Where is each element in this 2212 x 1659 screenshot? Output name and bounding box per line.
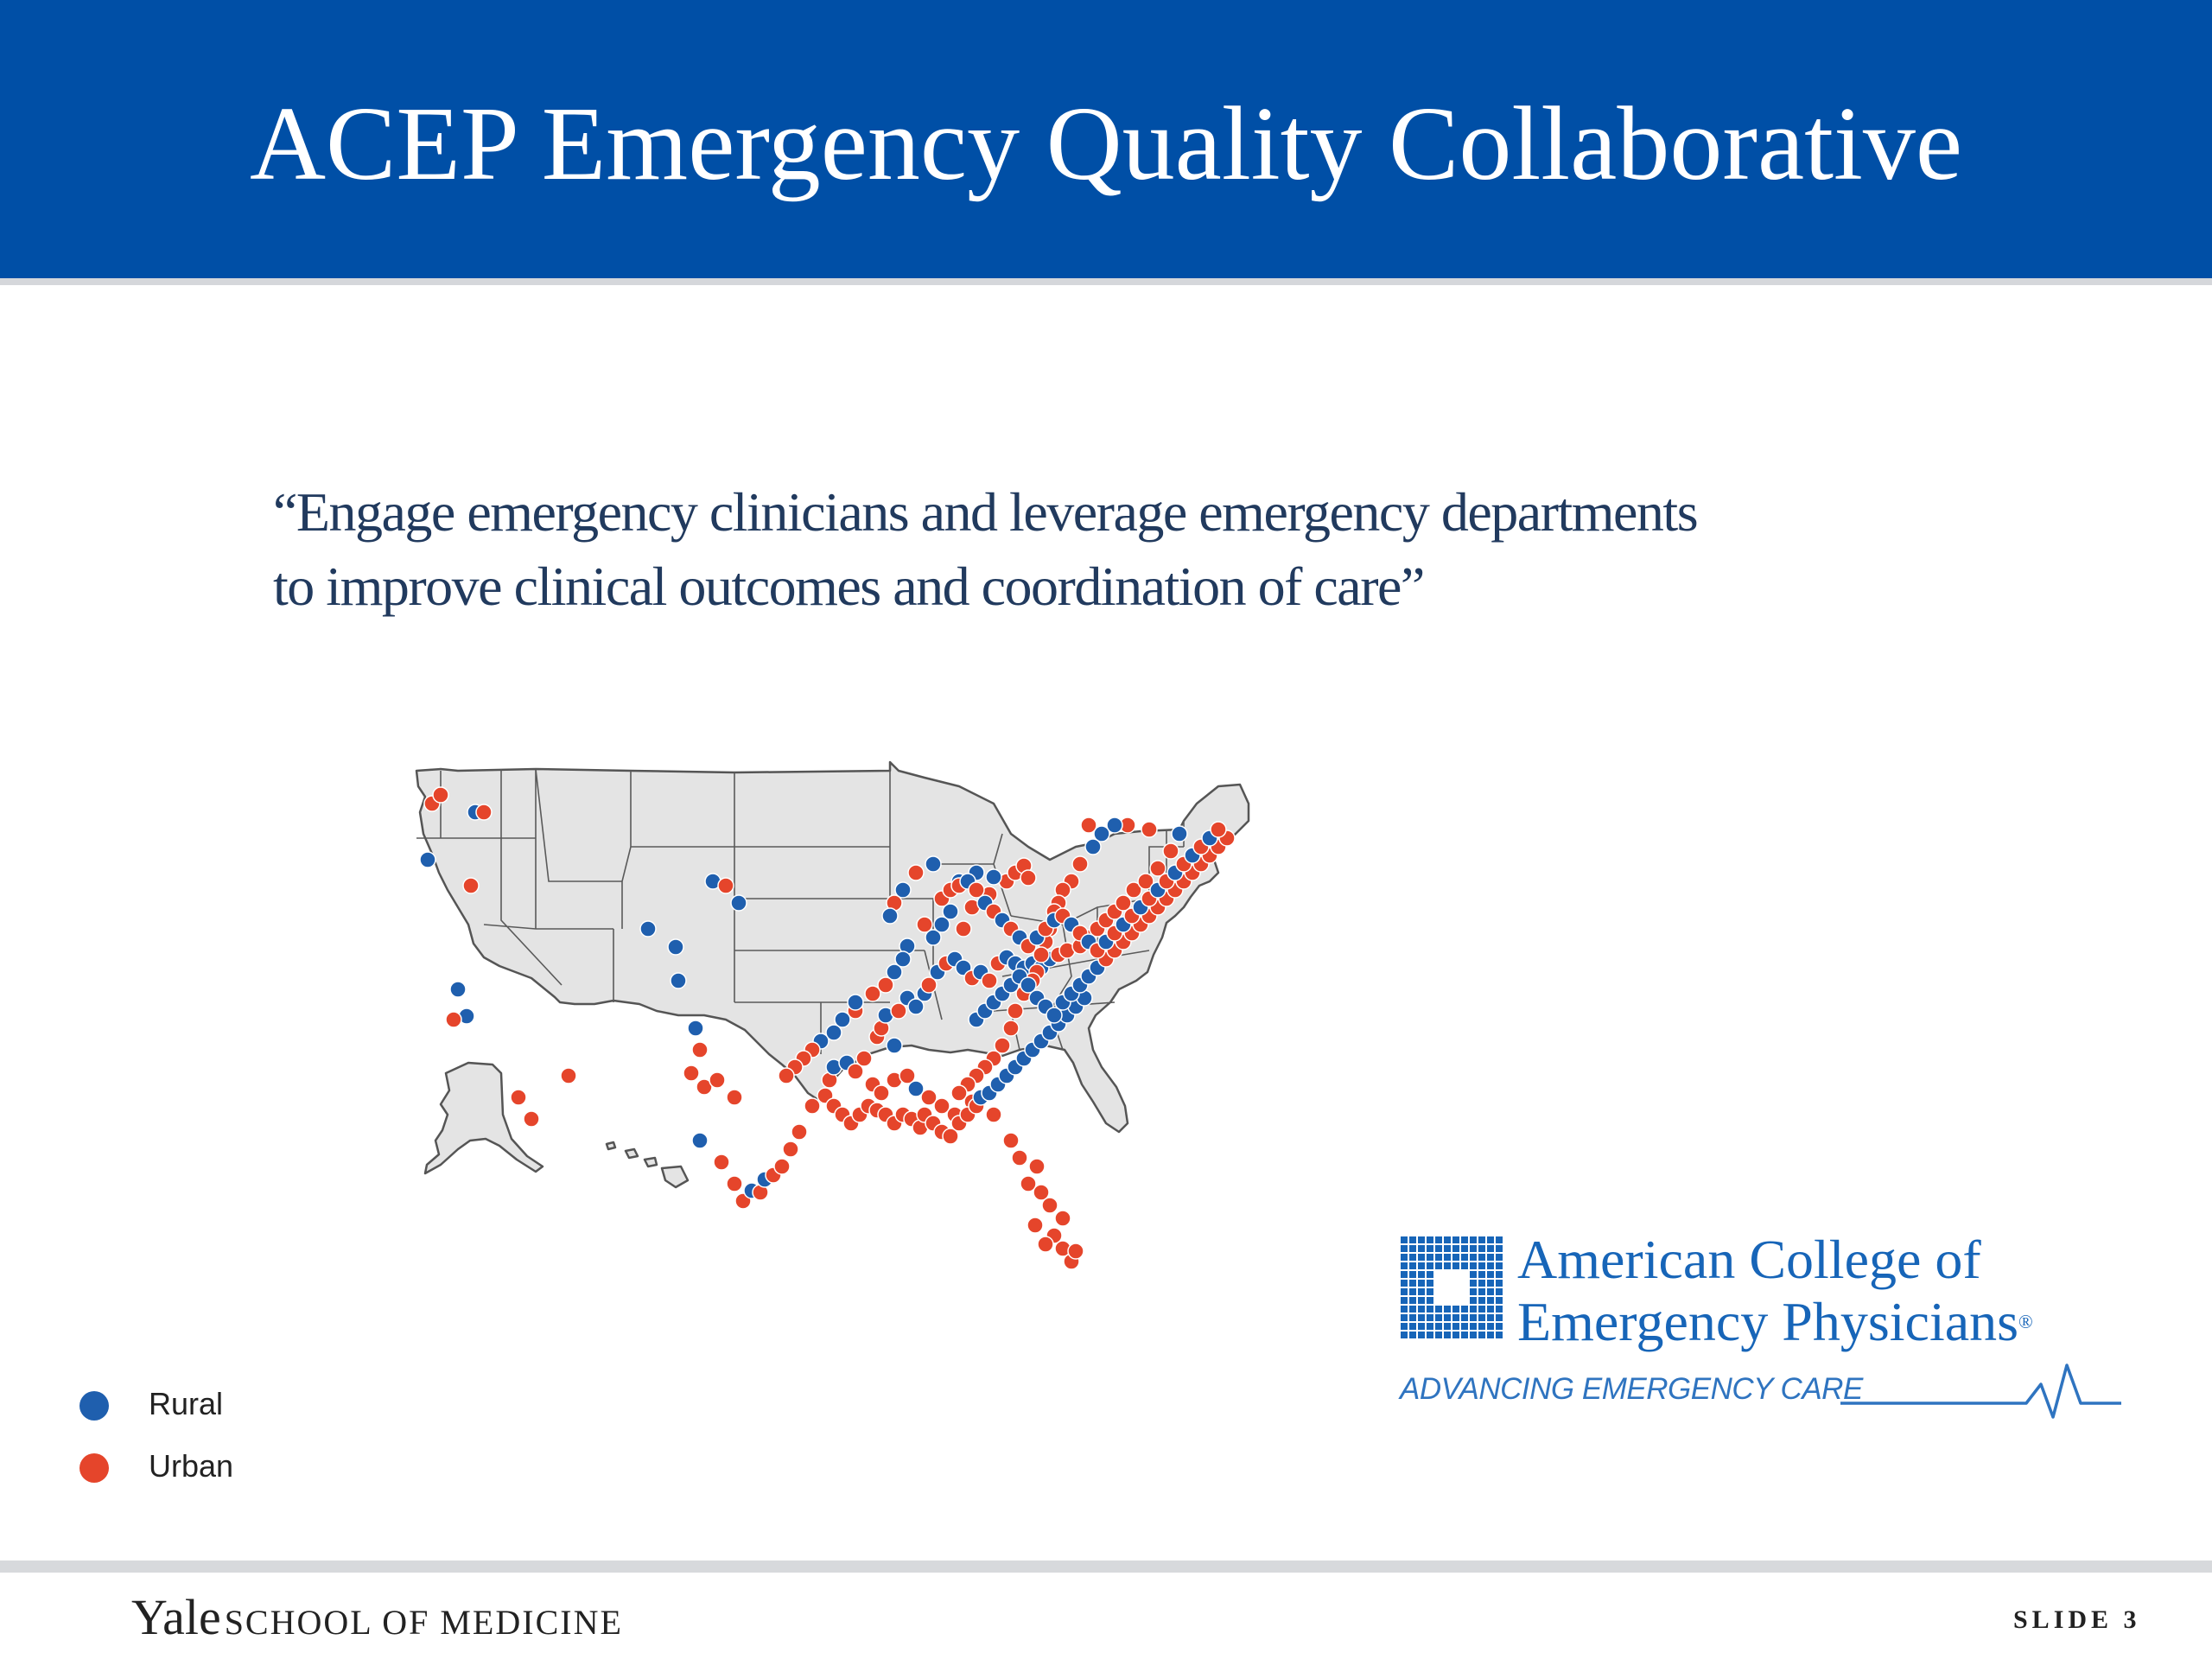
urban-site-marker — [709, 1072, 725, 1088]
rural-site-marker — [1172, 826, 1187, 842]
urban-site-marker — [714, 1154, 729, 1170]
mission-quote — [273, 475, 1915, 624]
urban-site-marker — [446, 1012, 461, 1027]
logo-text-line-1: American College of — [1517, 1229, 1981, 1290]
rural-site-marker — [688, 1020, 703, 1036]
urban-site-marker — [908, 865, 924, 880]
rural-site-marker — [1085, 839, 1101, 855]
header-divider — [0, 278, 2212, 285]
urban-site-marker — [1042, 1198, 1058, 1213]
urban-site-marker — [683, 1065, 699, 1081]
urban-site-marker — [524, 1111, 539, 1127]
urban-site-marker — [1211, 822, 1226, 837]
urban-site-marker — [727, 1090, 742, 1105]
rural-site-marker — [450, 982, 466, 997]
urban-site-marker — [986, 1107, 1001, 1122]
urban-site-marker — [433, 787, 448, 803]
slide-title: ACEP Emergency Quality Collaborative — [249, 86, 1963, 202]
urban-site-marker — [791, 1124, 807, 1140]
rural-site-marker — [692, 1133, 708, 1148]
rural-site-marker — [731, 895, 747, 911]
slide-number: SLIDE 3 — [2013, 1605, 2141, 1634]
quote-line-2: to improve clinical outcomes and coordination of care” — [273, 556, 1424, 617]
urban-site-marker — [1029, 1159, 1045, 1174]
urban-site-marker — [476, 804, 492, 820]
urban-site-marker — [779, 1068, 794, 1084]
logo-tagline: ADVANCING EMERGENCY CARE — [1400, 1372, 1863, 1406]
rural-site-marker — [671, 973, 686, 988]
acep-logo — [1400, 1227, 2126, 1443]
urban-site-marker — [727, 1176, 742, 1192]
urban-site-marker — [1081, 817, 1096, 833]
logo-line-2-text: Emergency Physicians — [1517, 1291, 2019, 1352]
registered-mark: ® — [2018, 1311, 2033, 1332]
rural-site-marker — [668, 939, 683, 955]
logo-text-line-2 — [1517, 1289, 2033, 1355]
hawaii-islands — [607, 1142, 688, 1187]
rural-dot-icon — [79, 1391, 109, 1421]
urban-site-marker — [718, 878, 734, 893]
urban-site-marker — [874, 1085, 889, 1101]
rural-site-marker — [887, 1038, 902, 1053]
rural-site-marker — [848, 995, 863, 1010]
rural-site-marker — [925, 856, 941, 872]
urban-site-marker — [856, 1051, 872, 1066]
rural-site-marker — [420, 852, 435, 868]
rural-site-marker — [986, 869, 1001, 885]
footer-school: SCHOOL OF MEDICINE — [224, 1603, 623, 1642]
rural-site-marker — [640, 921, 656, 937]
urban-site-marker — [982, 973, 997, 988]
urban-site-marker — [956, 921, 971, 937]
us-hospital-map — [406, 752, 1357, 1270]
urban-dot-icon — [79, 1453, 109, 1483]
urban-site-marker — [1020, 870, 1036, 886]
urban-site-marker — [1068, 1243, 1084, 1259]
heartbeat-line-icon — [1840, 1358, 2126, 1419]
urban-site-marker — [463, 878, 479, 893]
title-bar — [0, 0, 2212, 278]
footer-divider — [0, 1560, 2212, 1573]
urban-site-marker — [865, 986, 880, 1001]
urban-site-marker — [561, 1068, 576, 1084]
acep-grid-icon — [1400, 1236, 1503, 1339]
footer-brand — [131, 1588, 623, 1646]
legend-label-rural: Rural — [149, 1386, 224, 1421]
urban-site-marker — [1003, 1133, 1019, 1148]
urban-site-marker — [1163, 843, 1179, 859]
legend-label-urban: Urban — [149, 1448, 234, 1484]
quote-line-1: “Engage emergency clinicians and leverage emergency departments — [273, 481, 1698, 543]
urban-site-marker — [1012, 1150, 1027, 1166]
urban-site-marker — [1141, 822, 1157, 837]
footer-yale: Yale — [131, 1589, 221, 1645]
urban-site-marker — [1027, 1217, 1043, 1233]
urban-site-marker — [783, 1141, 798, 1157]
urban-site-marker — [511, 1090, 526, 1105]
urban-site-marker — [804, 1098, 820, 1114]
urban-site-marker — [1072, 856, 1088, 872]
urban-site-marker — [1038, 1236, 1053, 1252]
urban-site-marker — [692, 1042, 708, 1058]
rural-site-marker — [882, 908, 898, 924]
urban-site-marker — [1007, 1003, 1023, 1019]
urban-site-marker — [1055, 1211, 1071, 1226]
urban-site-marker — [774, 1159, 790, 1174]
urban-site-marker — [1003, 1020, 1019, 1036]
